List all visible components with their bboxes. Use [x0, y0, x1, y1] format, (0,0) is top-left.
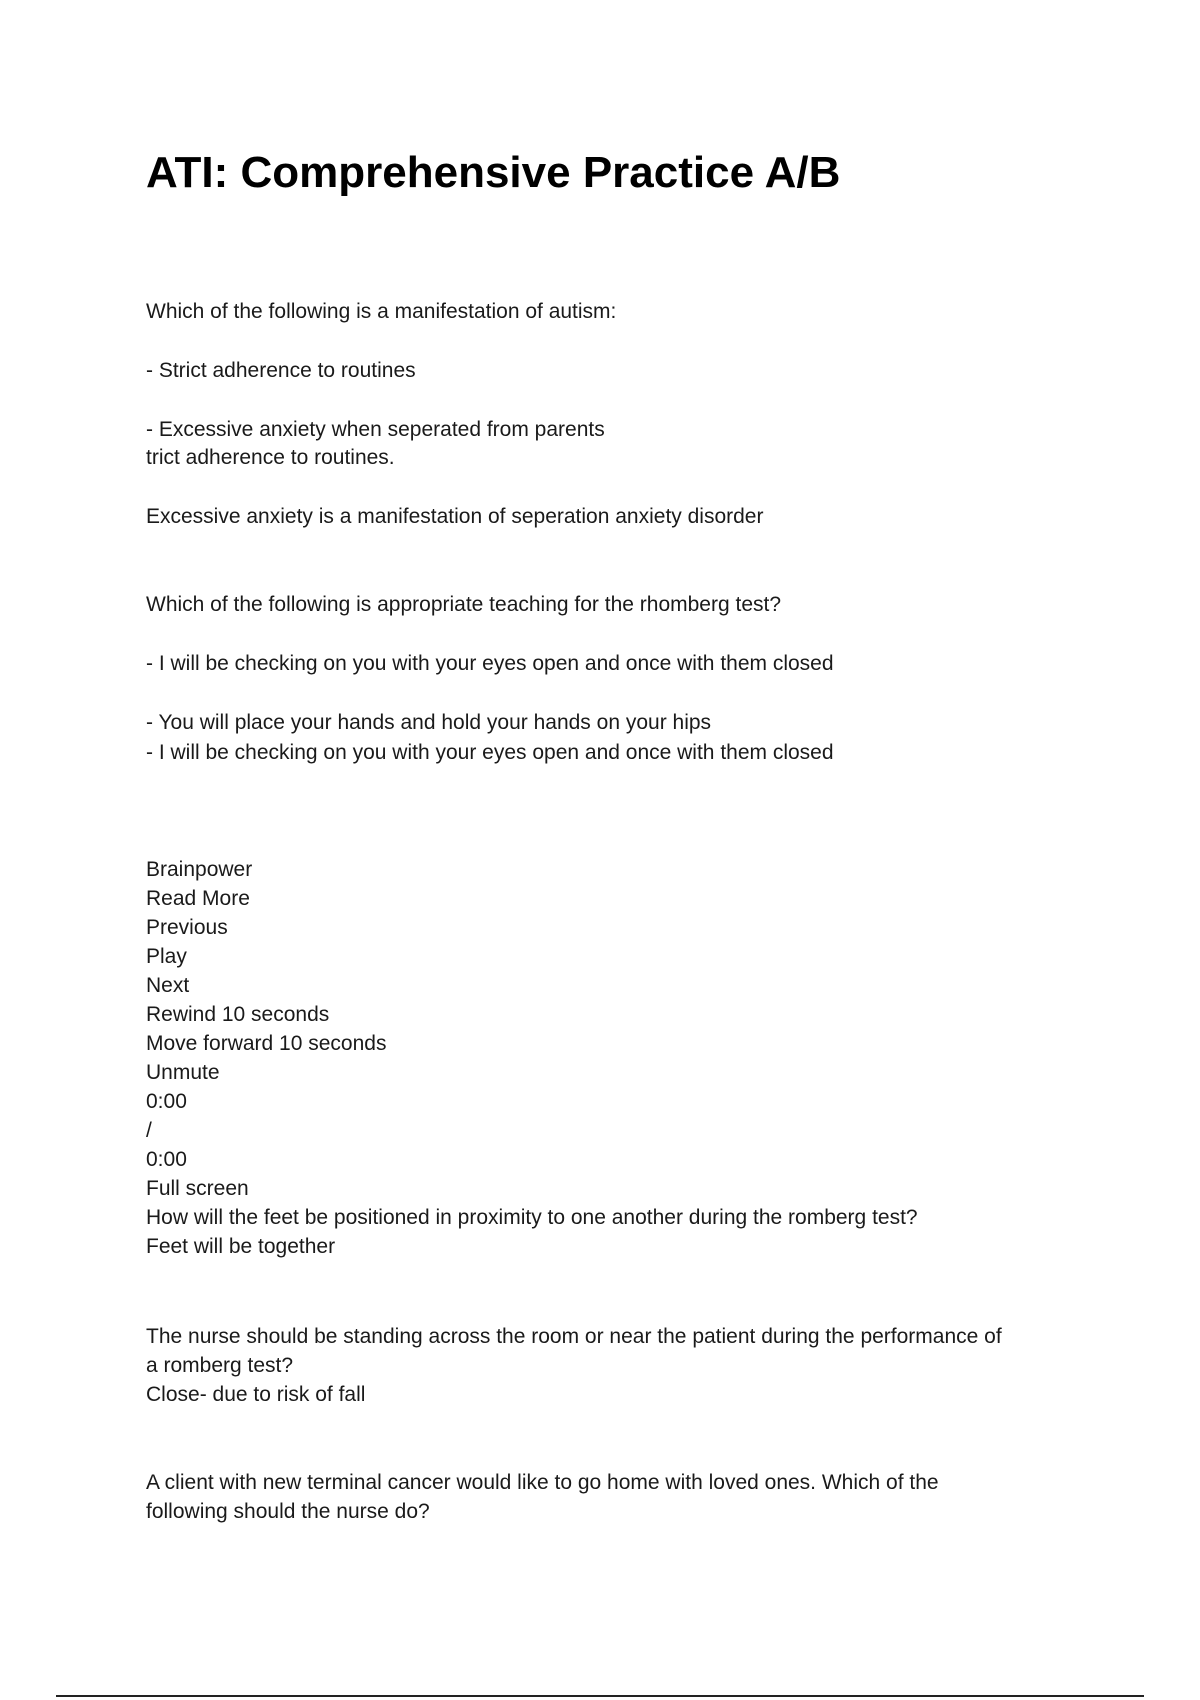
unmute-button[interactable]: Unmute	[146, 1061, 220, 1084]
answer-nurse-position: Close- due to risk of fall	[146, 1383, 366, 1406]
question-feet-position: How will the feet be positioned in proximity to one another during the romberg test?	[146, 1206, 918, 1229]
question-nurse-position-line1: The nurse should be standing across the room or near the patient during the performance of	[146, 1325, 1002, 1348]
rewind-button[interactable]: Rewind 10 seconds	[146, 1003, 330, 1026]
page-bottom-divider	[56, 1695, 1144, 1697]
brainpower-label: Brainpower	[146, 858, 253, 881]
forward-button[interactable]: Move forward 10 seconds	[146, 1032, 387, 1055]
question-rhomberg-teaching: Which of the following is appropriate teaching for the rhomberg test?	[146, 593, 782, 616]
total-time: 0:00	[146, 1148, 187, 1171]
time-separator: /	[146, 1119, 152, 1142]
answer-autism: trict adherence to routines.	[146, 446, 395, 469]
previous-button[interactable]: Previous	[146, 916, 228, 939]
option-excessive-anxiety: - Excessive anxiety when seperated from parents	[146, 418, 605, 441]
question-terminal-cancer-line1: A client with new terminal cancer would like to go home with loved ones. Which of the	[146, 1471, 939, 1494]
option-hands-on-hips: - You will place your hands and hold your hands on your hips	[146, 711, 712, 734]
play-button[interactable]: Play	[146, 945, 187, 968]
question-autism: Which of the following is a manifestation of autism:	[146, 300, 617, 323]
question-nurse-position-line2: a romberg test?	[146, 1354, 294, 1377]
rationale-autism: Excessive anxiety is a manifestation of seperation anxiety disorder	[146, 505, 764, 528]
option-eyes-open-closed: - I will be checking on you with your eyes open and once with them closed	[146, 652, 834, 675]
full-screen-button[interactable]: Full screen	[146, 1177, 249, 1200]
current-time: 0:00	[146, 1090, 187, 1113]
answer-feet-position: Feet will be together	[146, 1235, 336, 1258]
document-title: ATI: Comprehensive Practice A/B	[146, 148, 841, 197]
next-button[interactable]: Next	[146, 974, 190, 997]
read-more-link[interactable]: Read More	[146, 887, 250, 910]
question-terminal-cancer-line2: following should the nurse do?	[146, 1500, 430, 1523]
answer-rhomberg-teaching: - I will be checking on you with your eyes open and once with them closed	[146, 741, 834, 764]
option-strict-adherence: - Strict adherence to routines	[146, 359, 416, 382]
